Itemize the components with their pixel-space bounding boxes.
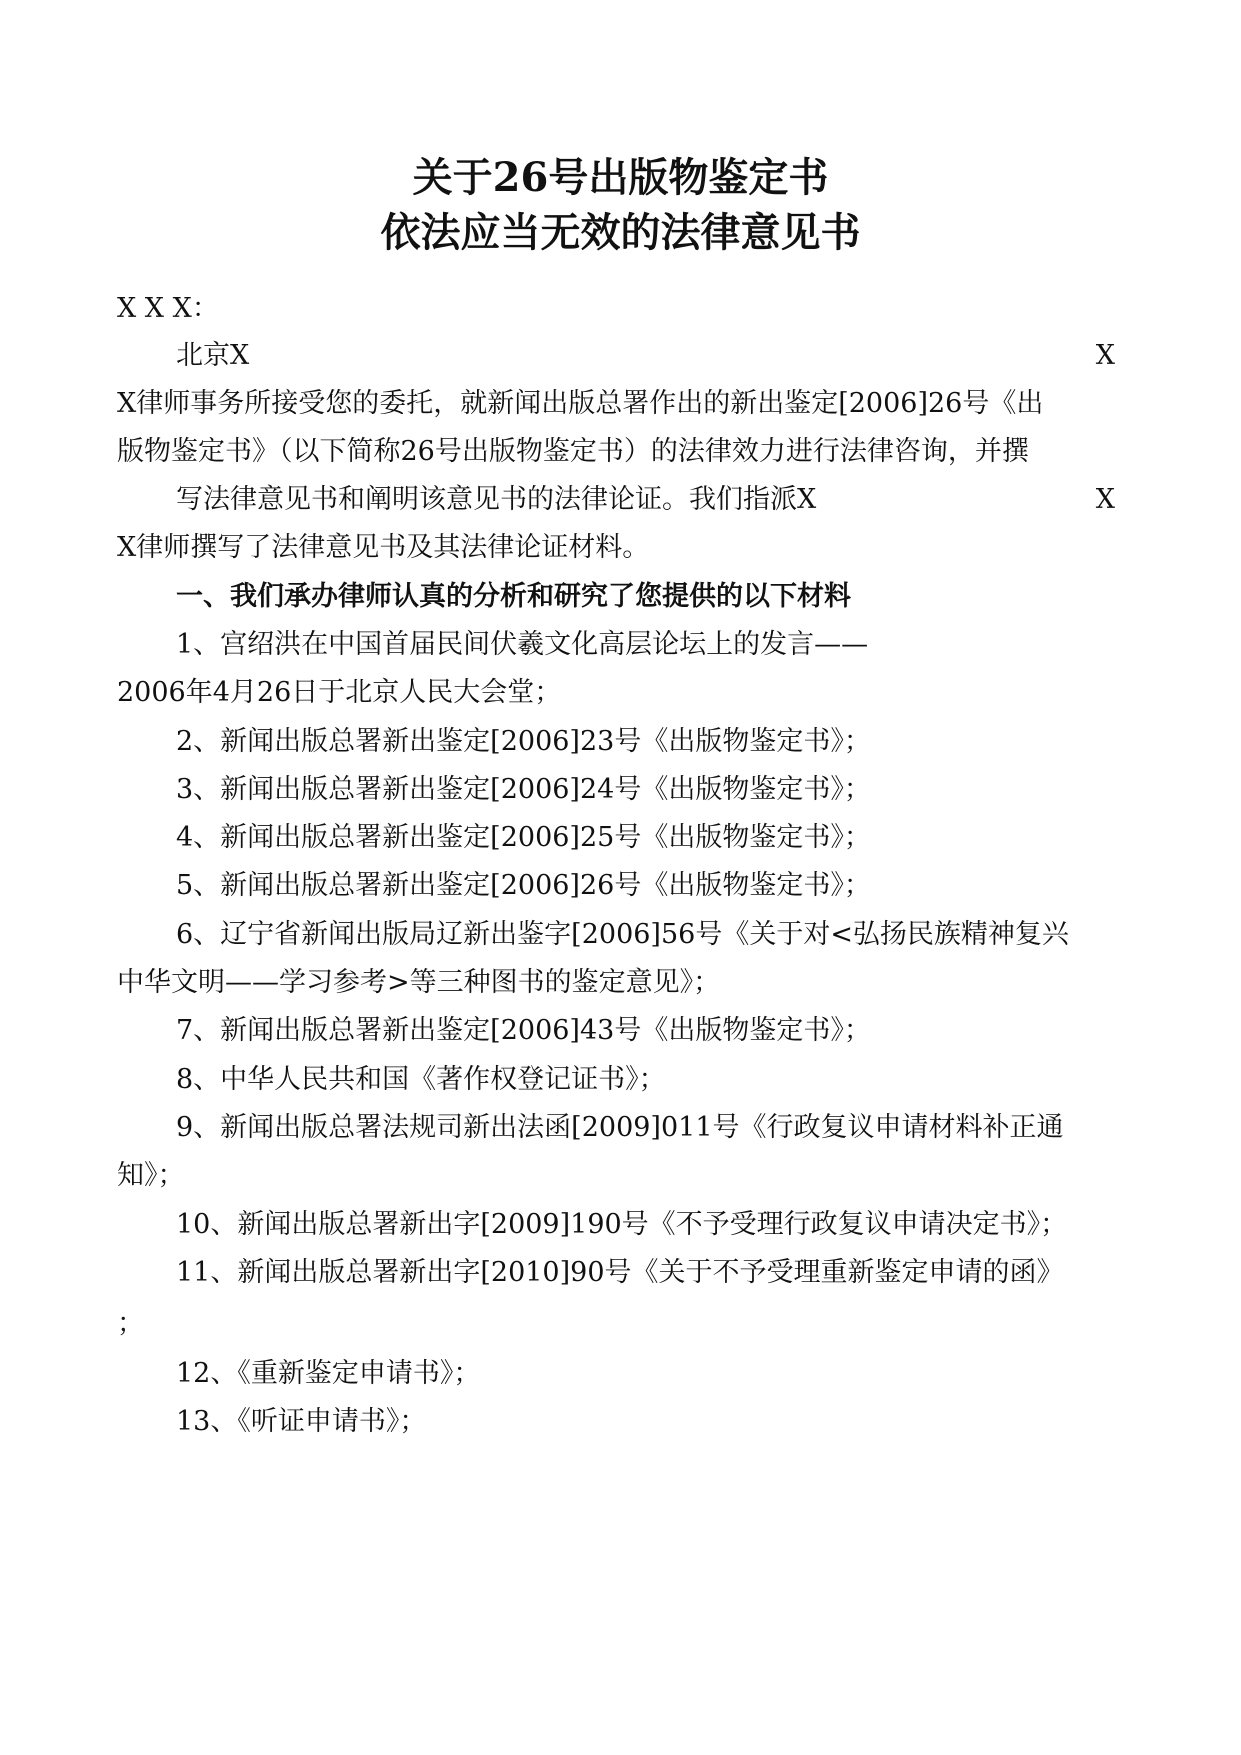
salutation: X X X： (117, 293, 219, 324)
list-item-8: 8、中华人民共和国《著作权登记证书》； (176, 1064, 666, 1095)
list-item-12: 12、《重新鉴定申请书》； (176, 1358, 481, 1389)
list-item-6-line-2: 中华文明——学习参考>等三种图书的鉴定意见》； (117, 967, 721, 998)
list-item-6-line-1: 6、辽宁省新闻出版局辽新出鉴字[2006]56号《关于对<弘扬民族精神复兴 (176, 919, 1069, 950)
intro-line-1-left: 北京X (176, 340, 250, 371)
list-item-9-line-2: 知》； (117, 1160, 185, 1191)
list-item-9-line-1: 9、新闻出版总署法规司新出法函[2009]011号《行政复议申请材料补正通 (176, 1112, 1064, 1143)
list-item-10: 10、新闻出版总署新出字[2009]190号《不予受理行政复议申请决定书》； (176, 1209, 1068, 1240)
list-item-5: 5、新闻出版总署新出鉴定[2006]26号《出版物鉴定书》； (176, 870, 871, 901)
list-item-1-line-1: 1、宫绍洪在中国首届民间伏羲文化高层论坛上的发言—— (176, 629, 869, 660)
list-item-7: 7、新闻出版总署新出鉴定[2006]43号《出版物鉴定书》； (176, 1015, 871, 1046)
section-1-heading: 一、我们承办律师认真的分析和研究了您提供的以下材料 (176, 581, 851, 612)
list-item-4: 4、新闻出版总署新出鉴定[2006]25号《出版物鉴定书》； (176, 822, 871, 853)
intro-line-4-left: 写法律意见书和阐明该意见书的法律论证。我们指派X (176, 484, 817, 515)
intro-line-2: X律师事务所接受您的委托，就新闻出版总署作出的新出鉴定[2006]26号《出 (117, 388, 1044, 419)
list-item-3: 3、新闻出版总署新出鉴定[2006]24号《出版物鉴定书》； (176, 774, 871, 805)
list-item-2: 2、新闻出版总署新出鉴定[2006]23号《出版物鉴定书》； (176, 726, 871, 757)
intro-line-1 (176, 339, 1115, 373)
title-line-1: 关于26号出版物鉴定书 (412, 154, 829, 201)
list-item-1-line-2: 2006年4月26日于北京人民大会堂； (117, 677, 562, 708)
intro-line-4-right: X (1095, 484, 1115, 515)
list-item-11-line-2: ； (117, 1308, 144, 1339)
intro-line-3: 版物鉴定书》（以下简称26号出版物鉴定书）的法律效力进行法律咨询，并撰 (117, 436, 1029, 467)
title-line-2: 依法应当无效的法律意见书 (380, 209, 861, 256)
intro-line-1-right: X (1095, 340, 1115, 371)
intro-line-4 (176, 483, 1115, 517)
list-item-11-line-1: 11、新闻出版总署新出字[2010]90号《关于不予受理重新鉴定申请的函》 (176, 1257, 1064, 1288)
list-item-13: 13、《听证申请书》； (176, 1406, 427, 1437)
intro-line-5: X律师撰写了法律意见书及其法律论证材料。 (117, 532, 650, 563)
